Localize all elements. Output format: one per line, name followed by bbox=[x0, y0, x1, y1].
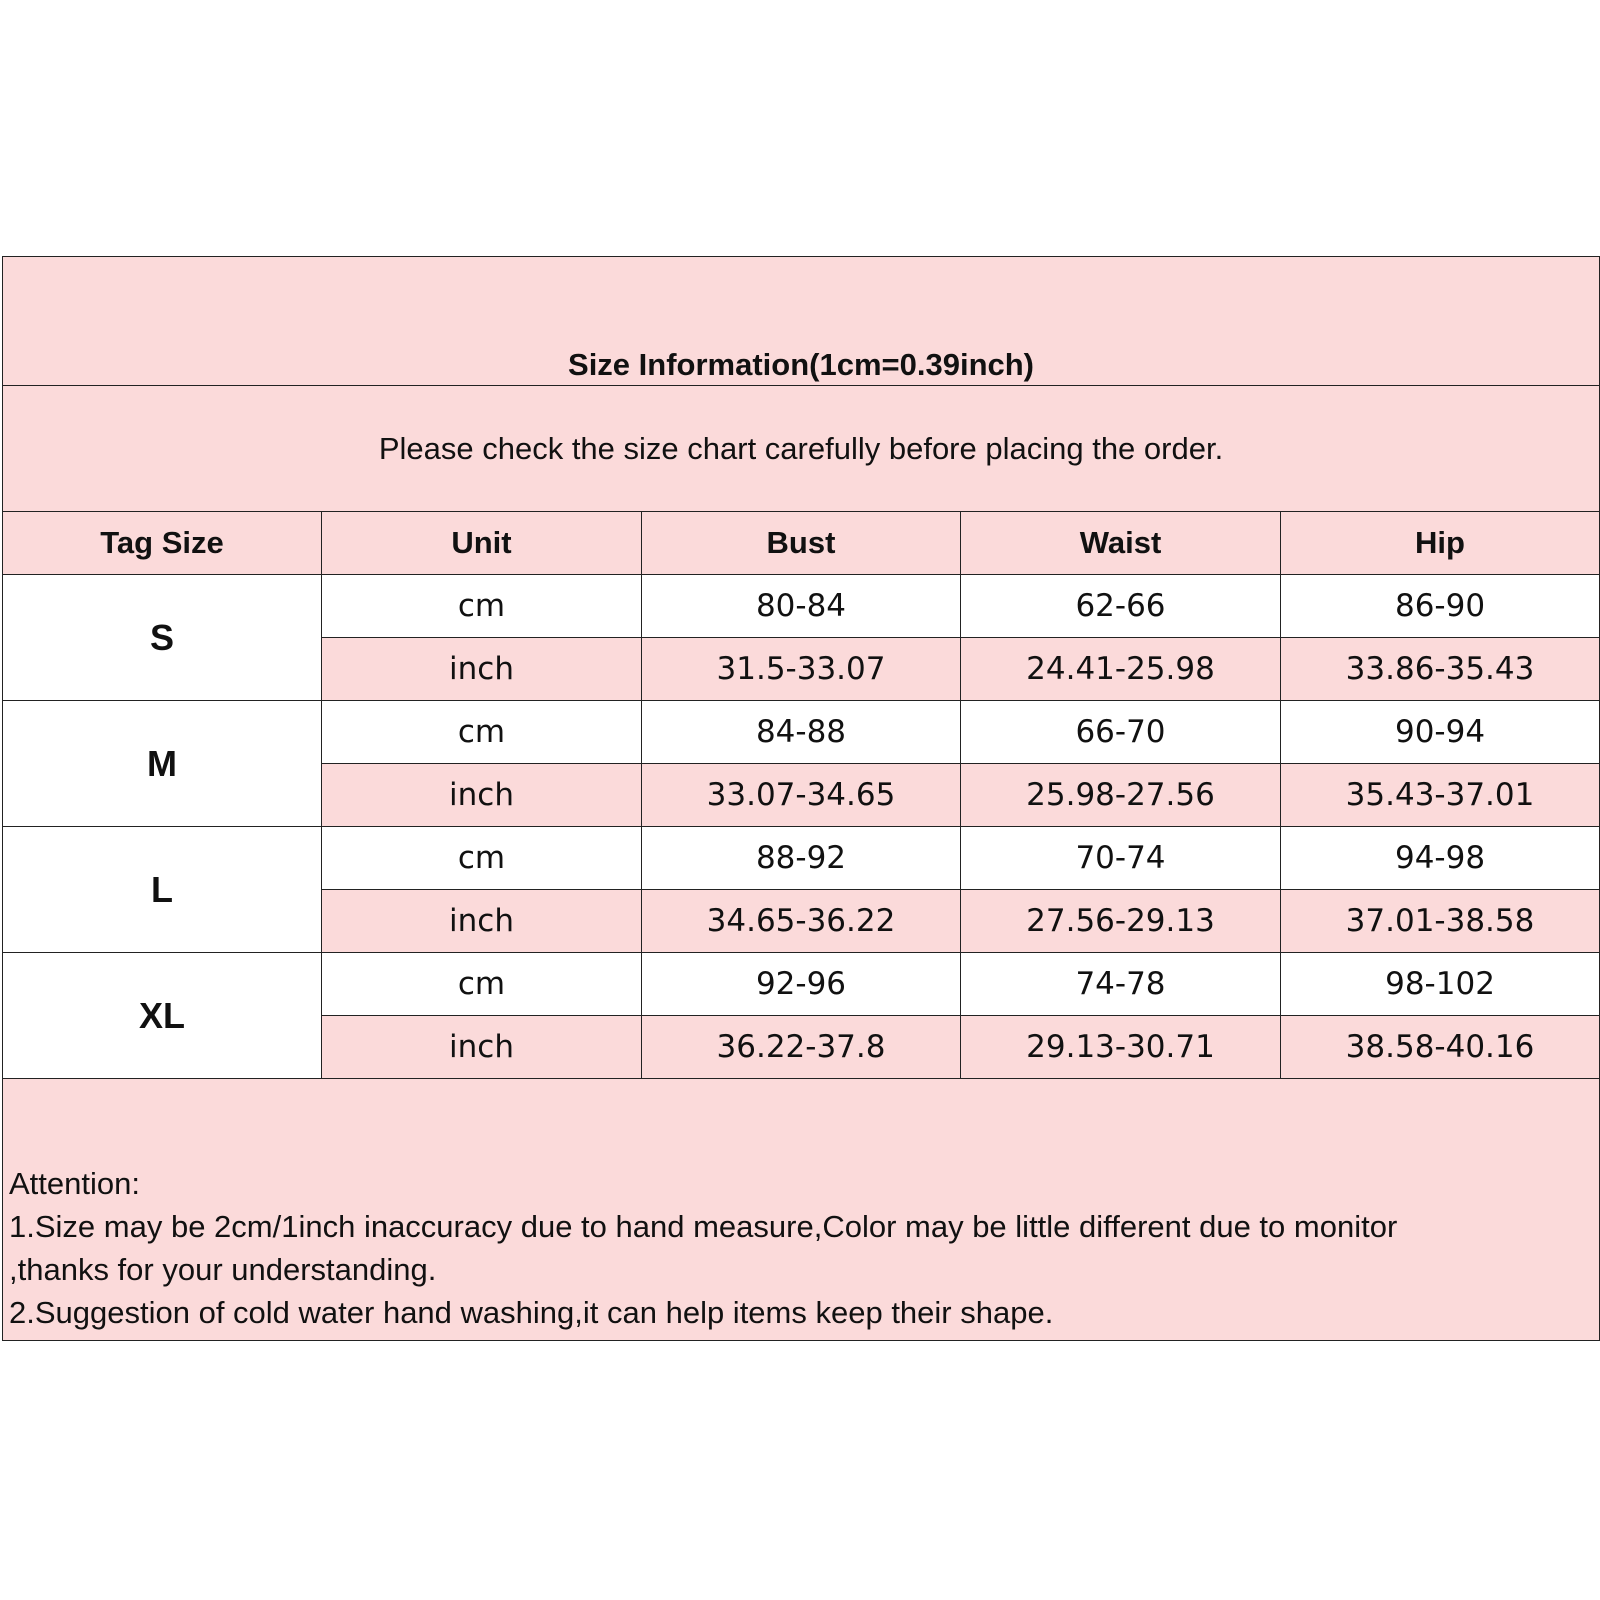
hip-cell: 86-90 bbox=[1281, 575, 1600, 638]
bust-cell: 80-84 bbox=[642, 575, 961, 638]
bust-cell: 88-92 bbox=[642, 827, 961, 890]
unit-cell: cm bbox=[322, 701, 642, 764]
header-hip: Hip bbox=[1281, 512, 1600, 575]
attention-heading: Attention: bbox=[9, 1166, 140, 1201]
bust-cell: 92-96 bbox=[642, 953, 961, 1016]
hip-cell: 35.43-37.01 bbox=[1281, 764, 1600, 827]
bust-cell: 34.65-36.22 bbox=[642, 890, 961, 953]
attention-notes bbox=[3, 1079, 1600, 1341]
waist-cell: 25.98-27.56 bbox=[961, 764, 1281, 827]
size-chart-table bbox=[2, 256, 1600, 1341]
hip-cell: 38.58-40.16 bbox=[1281, 1016, 1600, 1079]
bust-cell: 33.07-34.65 bbox=[642, 764, 961, 827]
waist-cell: 27.56-29.13 bbox=[961, 890, 1281, 953]
table-row bbox=[3, 575, 1600, 638]
header-bust: Bust bbox=[642, 512, 961, 575]
tag-size-cell: M bbox=[3, 701, 322, 827]
hip-cell: 90-94 bbox=[1281, 701, 1600, 764]
unit-cell: inch bbox=[322, 890, 642, 953]
table-row bbox=[3, 953, 1600, 1016]
tag-size-cell: XL bbox=[3, 953, 322, 1079]
table-row bbox=[3, 827, 1600, 890]
hip-cell: 37.01-38.58 bbox=[1281, 890, 1600, 953]
waist-cell: 70-74 bbox=[961, 827, 1281, 890]
waist-cell: 66-70 bbox=[961, 701, 1281, 764]
waist-cell: 24.41-25.98 bbox=[961, 638, 1281, 701]
attention-line-2: ,thanks for your understanding. bbox=[9, 1252, 437, 1287]
hip-cell: 33.86-35.43 bbox=[1281, 638, 1600, 701]
waist-cell: 74-78 bbox=[961, 953, 1281, 1016]
unit-cell: inch bbox=[322, 764, 642, 827]
unit-cell: cm bbox=[322, 827, 642, 890]
unit-cell: inch bbox=[322, 1016, 642, 1079]
bust-cell: 84-88 bbox=[642, 701, 961, 764]
attention-line-1: 1.Size may be 2cm/1inch inaccuracy due to hand measure,Color may be little different due to monitor bbox=[9, 1209, 1398, 1244]
bust-cell: 31.5-33.07 bbox=[642, 638, 961, 701]
chart-subtitle: Please check the size chart carefully before placing the order. bbox=[3, 386, 1600, 512]
header-unit: Unit bbox=[322, 512, 642, 575]
unit-cell: inch bbox=[322, 638, 642, 701]
waist-cell: 29.13-30.71 bbox=[961, 1016, 1281, 1079]
table-row bbox=[3, 701, 1600, 764]
attention-line-3: 2.Suggestion of cold water hand washing,it can help items keep their shape. bbox=[9, 1295, 1054, 1330]
unit-cell: cm bbox=[322, 575, 642, 638]
bust-cell: 36.22-37.8 bbox=[642, 1016, 961, 1079]
header-tag-size: Tag Size bbox=[3, 512, 322, 575]
hip-cell: 98-102 bbox=[1281, 953, 1600, 1016]
chart-title: Size Information(1cm=0.39inch) bbox=[3, 257, 1600, 386]
header-waist: Waist bbox=[961, 512, 1281, 575]
tag-size-cell: L bbox=[3, 827, 322, 953]
waist-cell: 62-66 bbox=[961, 575, 1281, 638]
unit-cell: cm bbox=[322, 953, 642, 1016]
hip-cell: 94-98 bbox=[1281, 827, 1600, 890]
tag-size-cell: S bbox=[3, 575, 322, 701]
